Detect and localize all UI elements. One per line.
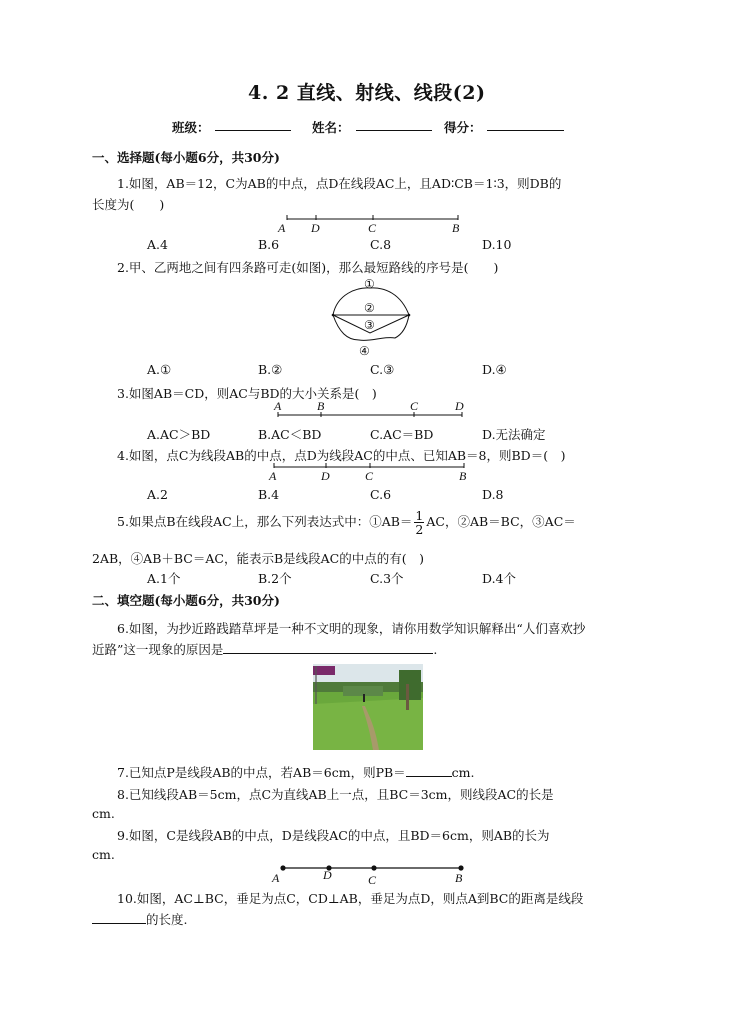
q9-segment-figure (270, 862, 480, 888)
q3-option-d[interactable]: D.无法确定 (482, 427, 546, 442)
name-label: 姓名： (312, 120, 350, 135)
q3-option-c[interactable]: C.AC＝BD (370, 427, 434, 442)
fraction-numerator: 1 (415, 508, 424, 523)
q3-point-c: C (410, 399, 419, 413)
q1-point-b: B (452, 221, 460, 235)
q3-segment-figure (268, 398, 478, 422)
class-field[interactable] (215, 118, 291, 134)
q3-option-b[interactable]: B.AC＜BD (258, 427, 322, 442)
q6-text-end: . (433, 642, 438, 657)
q1-point-c: C (368, 221, 377, 235)
q2-option-d[interactable]: D.④ (482, 362, 507, 377)
q4-point-a: A (269, 469, 277, 483)
q1-segment-figure (275, 212, 475, 240)
question-9-text: 9.如图，C是线段AB的中点，D是线段AC的中点，且BD＝6cm，则AB的长为 (117, 828, 550, 843)
route-3-label: ③ (364, 318, 375, 332)
q4-point-b: B (459, 469, 467, 483)
q9-point-b: B (455, 871, 463, 885)
q4-option-b[interactable]: B.4 (258, 487, 280, 502)
question-8-text: 8.已知线段AB＝5cm，点C为直线AB上一点，且BC＝3cm，则线段AC的长是 (117, 787, 554, 802)
q9-point-d: D (323, 868, 332, 882)
q1-option-b[interactable]: B.6 (258, 237, 280, 252)
q5-text-part1: 5.如果点B在线段AC上，那么下列表达式中：①AB＝ (117, 514, 413, 529)
q10-answer-blank[interactable] (92, 911, 146, 924)
score-field[interactable] (487, 118, 564, 134)
page-title: 4. 2 直线、射线、线段(2) (248, 82, 486, 104)
question-3-text: 3.如图AB＝CD，则AC与BD的大小关系是( ) (117, 386, 377, 401)
question-10-text-cont (92, 910, 187, 928)
q5-text-part2: AC，②AB＝BC，③AC＝ (426, 514, 576, 529)
question-10-text: 10.如图，AC⊥BC，垂足为点C，CD⊥AB，垂足为点D，则点A到BC的距离是线段 (117, 891, 584, 906)
q9-point-a: A (272, 871, 280, 885)
route-4-label: ④ (359, 344, 370, 358)
question-9-text-cont: cm. (92, 847, 115, 862)
name-field[interactable] (356, 118, 432, 134)
q2-option-a[interactable]: A.① (147, 362, 172, 377)
lawn-shortcut-photo (313, 664, 423, 750)
q10-text-end: 的长度. (146, 912, 188, 927)
question-4-text: 4.如图，点C为线段AB的中点，点D为线段AC的中点、已知AB＝8，则BD＝( ) (117, 448, 566, 463)
question-6-text: 6.如图，为抄近路践踏草坪是一种不文明的现象，请你用数学知识解释出“人们喜欢抄 (117, 621, 586, 636)
q4-point-c: C (365, 469, 374, 483)
q5-option-d[interactable]: D.4个 (482, 571, 517, 586)
q3-point-d: D (455, 399, 464, 413)
q1-point-d: D (311, 221, 320, 235)
q5-option-b[interactable]: B.2个 (258, 571, 292, 586)
fraction-denominator: 2 (415, 522, 424, 537)
q2-routes-figure (325, 276, 415, 358)
question-1-text-cont: 长度为( ) (92, 197, 165, 212)
section-heading-choice: 一、选择题(每小题6分，共30分) (92, 150, 280, 165)
q4-segment-figure (264, 460, 474, 486)
q2-option-b[interactable]: B.② (258, 362, 283, 377)
q4-point-d: D (321, 469, 330, 483)
q5-option-a[interactable]: A.1个 (147, 571, 181, 586)
q4-option-d[interactable]: D.8 (482, 487, 504, 502)
q3-point-b: B (317, 399, 325, 413)
section-heading-fill: 二、填空题(每小题6分，共30分) (92, 593, 280, 608)
fraction-one-half (414, 509, 424, 536)
route-2-label: ② (364, 301, 375, 315)
q4-option-a[interactable]: A.2 (147, 487, 168, 502)
question-1-text: 1.如图，AB＝12，C为AB的中点，点D在线段AC上，且AD∶CB＝1∶3，则DB的 (117, 176, 562, 191)
q1-point-a: A (278, 221, 286, 235)
class-label: 班级： (172, 120, 210, 135)
q7-answer-blank[interactable] (406, 764, 452, 777)
q4-option-c[interactable]: C.6 (370, 487, 392, 502)
q7-text-end: cm. (451, 765, 475, 780)
question-8-text-cont: cm. (92, 806, 115, 821)
q6-answer-blank[interactable] (223, 641, 433, 654)
question-7-text (117, 763, 475, 781)
route-1-label: ① (364, 277, 375, 291)
q1-option-c[interactable]: C.8 (370, 237, 392, 252)
q3-point-a: A (274, 399, 282, 413)
q5-option-c[interactable]: C.3个 (370, 571, 404, 586)
question-5-text-cont: 2AB，④AB＋BC＝AC，能表示B是线段AC的中点的有( ) (92, 551, 424, 566)
q1-option-a[interactable]: A.4 (147, 237, 168, 252)
q2-option-c[interactable]: C.③ (370, 362, 395, 377)
q9-point-c: C (368, 873, 377, 887)
q7-text-lead: 7.已知点P是线段AB的中点，若AB＝6cm，则PB＝ (117, 765, 406, 780)
q6-text-lead: 近路”这一现象的原因是 (92, 642, 224, 657)
score-label: 得分： (444, 120, 482, 135)
question-5-text (117, 509, 576, 536)
question-2-text: 2.甲、乙两地之间有四条路可走(如图)，那么最短路线的序号是( ) (117, 260, 499, 275)
question-6-text-cont (92, 640, 437, 658)
q3-option-a[interactable]: A.AC＞BD (147, 427, 211, 442)
q1-option-d[interactable]: D.10 (482, 237, 512, 252)
